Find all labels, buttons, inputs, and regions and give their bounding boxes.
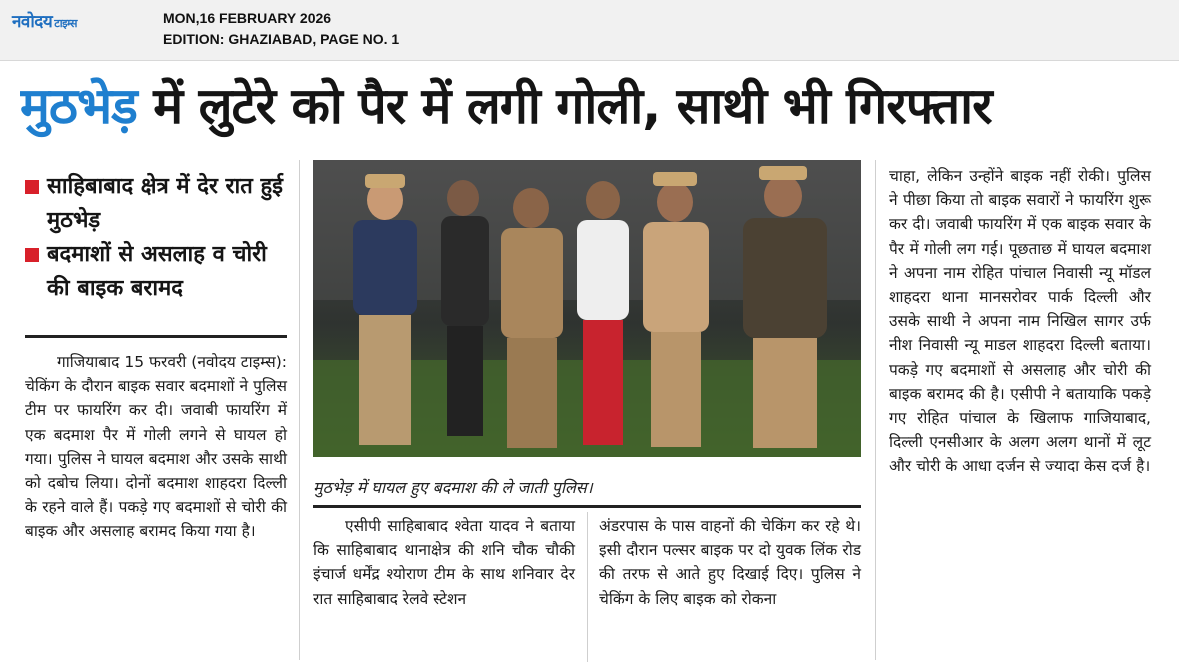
column-separator: [587, 512, 588, 662]
column-text: अंडरपास के पास वाहनों की चेकिंग कर रहे थे। इसी दौरान पल्सर बाइक पर दो युवक लिंक रोड की तरफ से आते हुए दिखाई दिए। पुलिस ने चेकिंग के लिए बाइक को रोकना: [599, 517, 861, 608]
column-text: एसीपी साहिबाबाद श्वेता यादव ने बताया कि साहिबाबाद थानाक्षेत्र की शनि चौक चौकी इंचार्ज धर्मेंद्र श्योराण टीम के साथ शनिवार देर रात साहिबाबाद रेलवे स्टेशन: [313, 517, 575, 608]
article-column-1: [25, 350, 287, 544]
headline-highlight: मुठभेड़: [20, 77, 137, 135]
article-column-2: [313, 514, 575, 611]
kicker-item: [25, 170, 287, 238]
column-text: गाजियाबाद 15 फरवरी (नवोदय टाइम्स): चेकिंग के दौरान बाइक सवार बदमाशों ने पुलिस टीम पर फायरिंग कर दी। जवाबी फायरिंग में एक बदमाश पैर में गोली लगने से घायल हो गया। पुलिस ने घायल बदमाश और उसके साथी को दबोच लिया। दोनों बदमाश शाहदरा दिल्ली के रहने वाले हैं। पकड़े गए बदमाशों से चोरी की बाइक और असलाह बरामद किया गया है।: [25, 353, 287, 541]
date-line: MON,16 FEBRUARY 2026: [163, 10, 332, 26]
news-photo[interactable]: [313, 160, 861, 457]
kicker-text: बदमाशों से असलाह व चोरी की बाइक बरामद: [47, 242, 267, 301]
kicker-divider: [25, 335, 287, 338]
column-text: चाहा, लेकिन उन्होंने बाइक नहीं रोकी। पुलिस ने पीछा किया तो बाइक सवारों ने फायरिंग शुरू कर दी। जवाबी फायरिंग में एक बाइक सवार के पैर में गोली लग गई। पूछताछ में घायल बदमाश ने अपना नाम रोहित पांचाल निवासी न्यू मॉडल शाहदरा थाना मानसरोवर पार्क दिल्ली और उसके साथी ने अपना नाम निखिल सागर उर्फ नीश निवासी न्यू माडल शाहदरा दिल्ली बताया। पकड़े गए बदमाशों से असलाह और चोरी की बाइक बरामद की है। एसीपी ने बतायाकि पकड़े गए रोहित पांचाल के खिलाफ गाजियाबाद, दिल्ली एनसीआर के अलग अलग थानों में लूट और चोरी के आधा दर्जन से ज्यादा केस दर्ज है।: [889, 167, 1151, 476]
edition-meta: [163, 8, 399, 50]
newspaper-logo[interactable]: [12, 9, 77, 32]
kicker-text: साहिबाबाद क्षेत्र में देर रात हुई मुठभेड़: [47, 174, 283, 233]
red-square-bullet-icon: [25, 180, 39, 194]
article-column-4: [889, 164, 1151, 479]
article-column-3: [599, 514, 861, 611]
red-square-bullet-icon: [25, 248, 39, 262]
headline-rest: में लुटेरे को पैर में लगी गोली, साथी भी गिरफ्तार: [136, 77, 992, 135]
masthead-bar: [0, 0, 1179, 61]
logo-main: नवोदय: [12, 12, 53, 32]
column-separator: [299, 160, 300, 660]
kicker-list: [25, 170, 287, 306]
edition-line: EDITION: GHAZIABAD, PAGE NO. 1: [163, 31, 400, 47]
article-headline: [20, 72, 1165, 142]
kicker-item: [25, 238, 287, 306]
caption-divider: [313, 505, 861, 508]
photo-caption: मुठभेड़ में घायल हुए बदमाश की ले जाती पुलिस।: [313, 478, 593, 497]
column-separator: [875, 160, 876, 660]
logo-sub: टाइम्स: [54, 17, 77, 30]
police-escort-photo: [313, 160, 861, 457]
